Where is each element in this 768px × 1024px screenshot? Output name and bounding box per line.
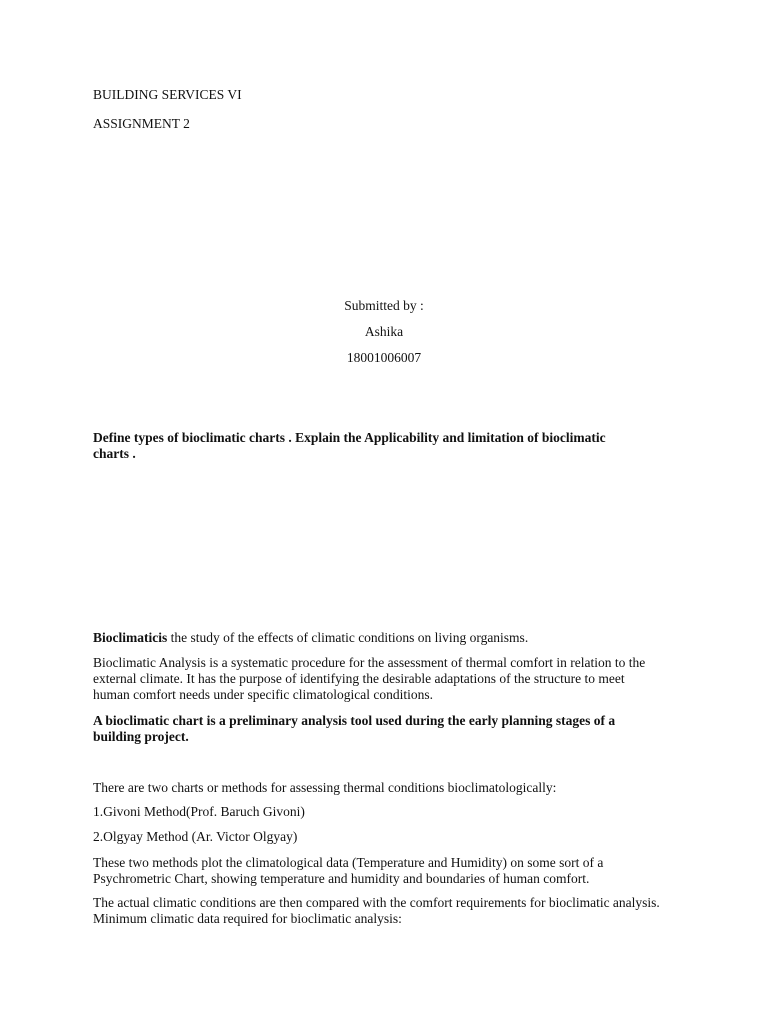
analysis-line-2: external climate. It has the purpose of identifying the desirable adaptations of the structure to meet bbox=[93, 671, 625, 686]
definition-term: Bioclimaticis bbox=[93, 630, 168, 645]
submitted-by-label: Submitted by : bbox=[344, 298, 424, 313]
comparison-line-2: Minimum climatic data required for bioclimatic analysis: bbox=[93, 911, 402, 926]
assignment-title: ASSIGNMENT 2 bbox=[93, 116, 190, 131]
method-givoni: 1.Givoni Method(Prof. Baruch Givoni) bbox=[93, 804, 305, 819]
student-name: Ashika bbox=[364, 324, 404, 339]
definition-paragraph bbox=[93, 630, 528, 646]
analysis-line-3: human comfort needs under specific climatological conditions. bbox=[93, 687, 434, 702]
methods-intro: There are two charts or methods for assessing thermal conditions bioclimatologically: bbox=[93, 780, 557, 795]
methods-plot-line-1: These two methods plot the climatological data (Temperature and Humidity) on some sort of a bbox=[93, 855, 604, 870]
analysis-line-1: Bioclimatic Analysis is a systematic procedure for the assessment of thermal comfort in relation to the bbox=[93, 655, 646, 670]
method-olgyay: 2.Olgyay Method (Ar. Victor Olgyay) bbox=[93, 829, 298, 844]
question-line-2: charts . bbox=[93, 446, 136, 461]
student-id: 18001006007 bbox=[346, 350, 422, 365]
comparison-line-1: The actual climatic conditions are then compared with the comfort requirements for bioclimatic analysis. bbox=[93, 895, 660, 910]
definition-text: the study of the effects of climatic conditions on living organisms. bbox=[167, 630, 529, 645]
question-line-1: Define types of bioclimatic charts . Explain the Applicability and limitation of bioclimatic bbox=[93, 430, 606, 445]
methods-plot-line-2: Psychrometric Chart, showing temperature and humidity and boundaries of human comfort. bbox=[93, 871, 590, 886]
chart-definition-line-2: building project. bbox=[93, 729, 189, 744]
chart-definition-line-1: A bioclimatic chart is a preliminary analysis tool used during the early planning stages of a bbox=[93, 713, 616, 728]
course-title: BUILDING SERVICES VI bbox=[93, 87, 242, 102]
